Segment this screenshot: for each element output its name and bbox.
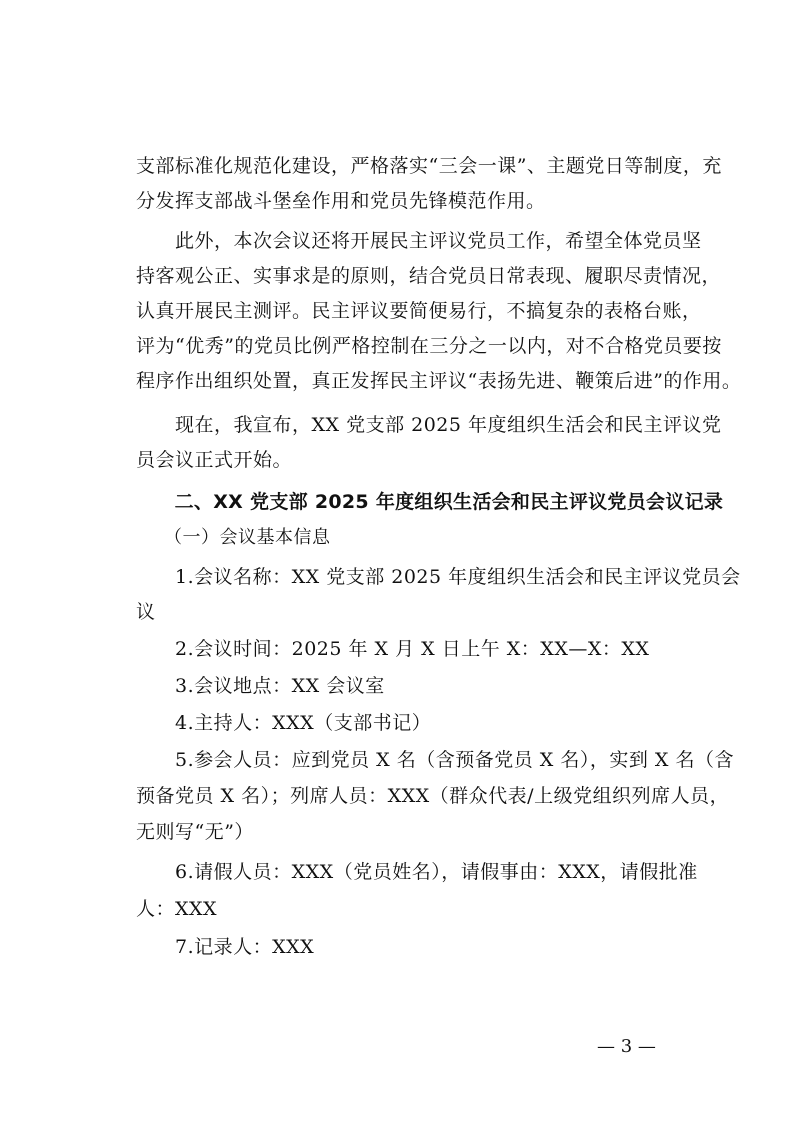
paragraph-line: 支部标准化规范化建设，严格落实“三会一课”、主题党日等制度，充	[136, 155, 722, 177]
paragraph-line: 此外，本次会议还将开展民主评议党员工作，希望全体党员坚	[136, 230, 702, 252]
info-item: 3.会议地点：XX 会议室	[136, 675, 385, 697]
page-number: — 3 —	[597, 1036, 656, 1057]
section-heading: 二、XX 党支部 2025 年度组织生活会和民主评议党员会议记录	[136, 491, 724, 513]
info-item: 1.会议名称：XX 党支部 2025 年度组织生活会和民主评议党员会	[136, 566, 741, 588]
info-item: 5.参会人员：应到党员 X 名（含预备党员 X 名），实到 X 名（含	[136, 749, 734, 771]
paragraph-line: 认真开展民主测评。民主评议要简便易行，不搞复杂的表格台账，	[136, 300, 702, 322]
paragraph-line: 员会议正式开始。	[136, 449, 293, 471]
info-item: 2.会议时间：2025 年 X 月 X 日上午 X：XX—X：XX	[136, 638, 650, 660]
info-item: 6.请假人员：XXX（党员姓名），请假事由：XXX，请假批准	[136, 861, 698, 883]
paragraph-line: 持客观公正、实事求是的原则，结合党员日常表现、履职尽责情况，	[136, 265, 722, 287]
info-item: 预备党员 X 名）；列席人员：XXX（群众代表/上级党组织列席人员，	[136, 785, 730, 807]
info-item: 7.记录人：XXX	[136, 936, 315, 958]
info-item: 无则写“无”）	[136, 821, 254, 843]
paragraph-line: 现在，我宣布，XX 党支部 2025 年度组织生活会和民主评议党	[136, 414, 722, 436]
paragraph-line: 分发挥支部战斗堡垒作用和党员先锋模范作用。	[136, 190, 546, 212]
paragraph-line: 评为“优秀”的党员比例严格控制在三分之一以内，对不合格党员要按	[136, 335, 722, 357]
paragraph-line: 程序作出组织处置，真正发挥民主评议“表扬先进、鞭策后进”的作用。	[136, 370, 742, 392]
info-item: 议	[136, 601, 156, 623]
subsection-heading: （一）会议基本信息	[136, 527, 331, 548]
info-item: 人：XXX	[136, 898, 218, 920]
info-item: 4.主持人：XXX（支部书记）	[136, 712, 432, 734]
